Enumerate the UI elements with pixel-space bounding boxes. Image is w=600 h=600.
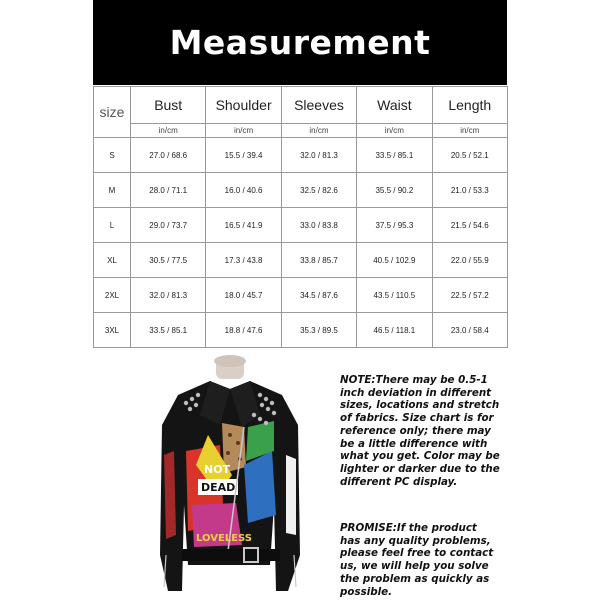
unit-label: in/cm [206,124,281,138]
length-value: 20.5 / 52.1 [432,138,507,173]
waist-value: 35.5 / 90.2 [357,173,432,208]
size-column-header: size [94,87,131,138]
jacket-word-loveless: LOVELESS [196,533,252,544]
table-row [94,313,508,348]
bust-value: 32.0 / 81.3 [131,278,206,313]
waist-value: 40.5 / 102.9 [357,243,432,278]
size-label: M [94,173,131,208]
unit-row [94,124,508,138]
waist-value: 33.5 / 85.1 [357,138,432,173]
size-chart-table [93,86,508,348]
table-row [94,138,508,173]
sleeves-value: 35.3 / 89.5 [281,313,356,348]
column-header-sleeves: Sleeves [281,87,356,124]
jacket-product-photo [148,355,308,600]
unit-label: in/cm [131,124,206,138]
promise-text: PROMISE:If the product has any quality problems, please feel free to contact us, we will help you solve the problem as quickly as possible. [340,522,494,598]
mannequin-top [214,355,246,367]
length-value: 22.5 / 57.2 [432,278,507,313]
length-value: 22.0 / 55.9 [432,243,507,278]
sleeves-value: 33.8 / 85.7 [281,243,356,278]
belt [182,549,280,561]
column-header-shoulder: Shoulder [206,87,281,124]
table-header-row [94,87,508,124]
page-title: Measurement [169,23,431,62]
length-value: 23.0 / 58.4 [432,313,507,348]
unit-label: in/cm [357,124,432,138]
shoulder-value: 15.5 / 39.4 [206,138,281,173]
sleeves-value: 32.0 / 81.3 [281,138,356,173]
waist-value: 46.5 / 118.1 [357,313,432,348]
title-banner [93,0,507,85]
bust-value: 33.5 / 85.1 [131,313,206,348]
shoulder-value: 18.8 / 47.6 [206,313,281,348]
waist-value: 43.5 / 110.5 [357,278,432,313]
column-header-length: Length [432,87,507,124]
table-row [94,173,508,208]
shoulder-value: 18.0 / 45.7 [206,278,281,313]
sleeves-value: 33.0 / 83.8 [281,208,356,243]
sleeves-value: 32.5 / 82.6 [281,173,356,208]
size-label: S [94,138,131,173]
table-row [94,243,508,278]
table-row [94,208,508,243]
size-label: 2XL [94,278,131,313]
shoulder-value: 16.0 / 40.6 [206,173,281,208]
column-header-waist: Waist [357,87,432,124]
size-label: L [94,208,131,243]
jacket-word-not: NOT [204,463,231,476]
sleeves-value: 34.5 / 87.6 [281,278,356,313]
bust-value: 27.0 / 68.6 [131,138,206,173]
shoulder-value: 17.3 / 43.8 [206,243,281,278]
shoulder-value: 16.5 / 41.9 [206,208,281,243]
size-label: 3XL [94,313,131,348]
length-value: 21.5 / 54.6 [432,208,507,243]
bust-value: 29.0 / 73.7 [131,208,206,243]
bust-value: 28.0 / 71.1 [131,173,206,208]
waist-value: 37.5 / 95.3 [357,208,432,243]
note-text: NOTE:There may be 0.5-1 inch deviation in different sizes, locations and stretch of fabrics. Size chart is for reference only; there may be a little difference with what you get. Color may be lighter or darker due to the different PC display. [340,374,500,488]
table-row [94,278,508,313]
left-sleeve-graffiti [164,451,176,539]
unit-label: in/cm [432,124,507,138]
size-label: XL [94,243,131,278]
jacket-word-dead: DEAD [201,481,236,494]
column-header-bust: Bust [131,87,206,124]
length-value: 21.0 / 53.3 [432,173,507,208]
bust-value: 30.5 / 77.5 [131,243,206,278]
right-sleeve-graffiti [286,455,296,535]
unit-label: in/cm [281,124,356,138]
